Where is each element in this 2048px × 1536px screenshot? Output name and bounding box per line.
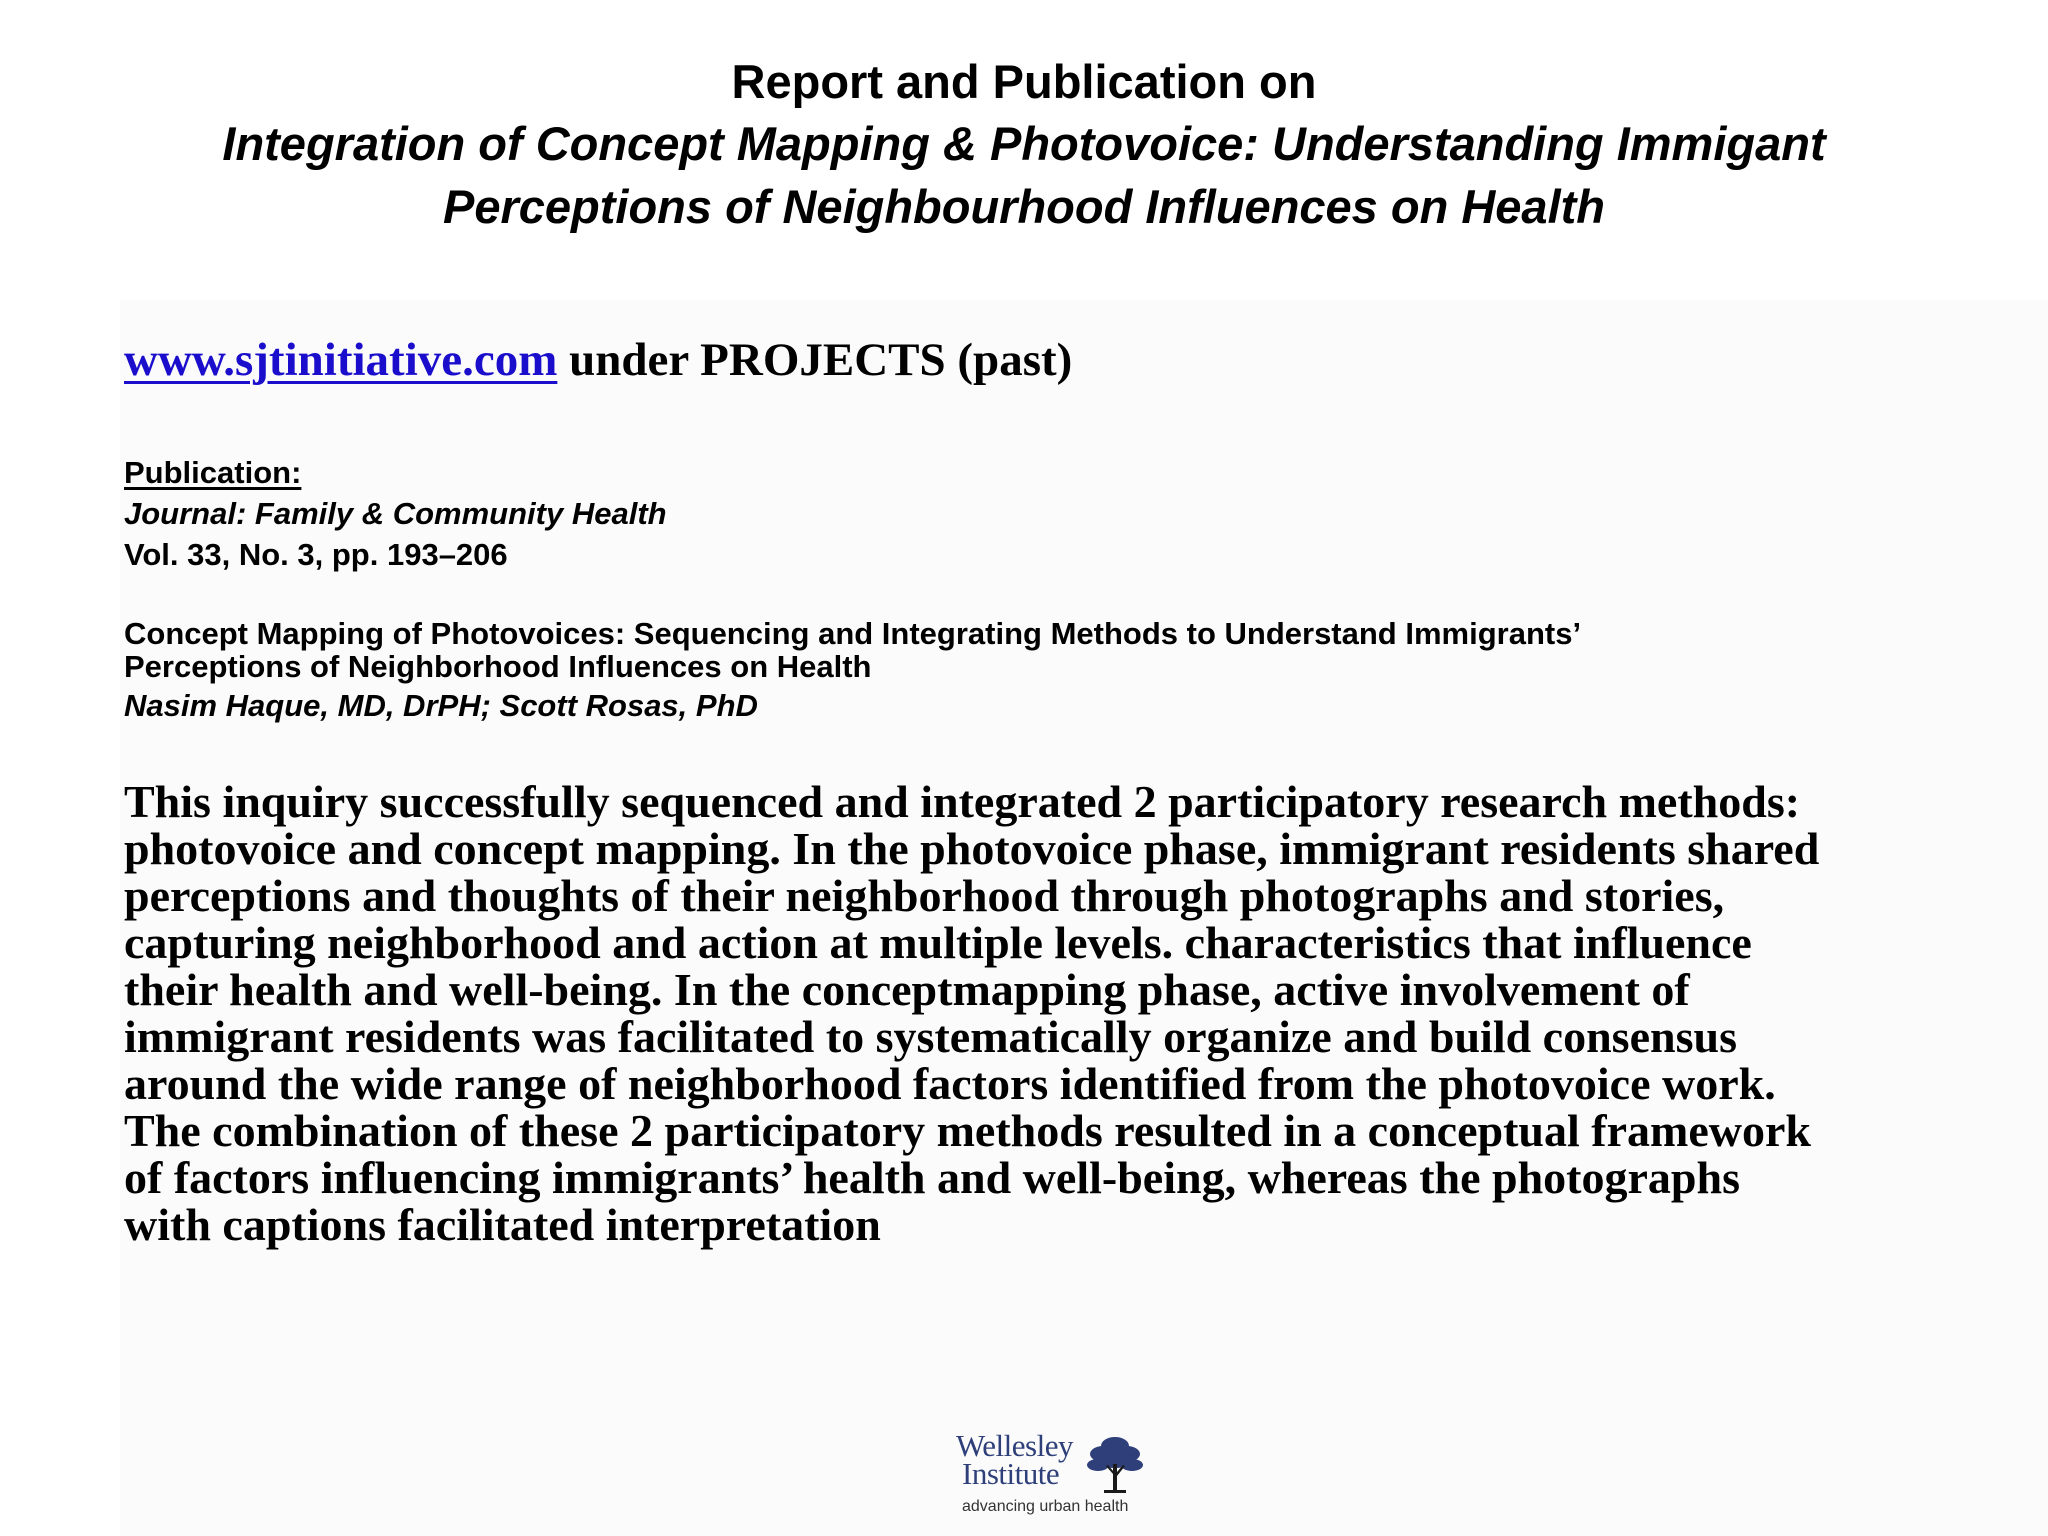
journal-volume: Vol. 33, No. 3, pp. 193–206	[124, 537, 508, 572]
abstract-line: The combination of these 2 participatory methods resulted in a conceptual framework	[124, 1105, 1811, 1156]
abstract-line: their health and well-being. In the conceptmapping phase, active involvement of	[124, 964, 1690, 1015]
title-line-2: Integration of Concept Mapping & Photovoice: Understanding Immigant	[222, 117, 1826, 170]
article-authors: Nasim Haque, MD, DrPH; Scott Rosas, PhD	[124, 688, 758, 723]
logo-wordmark	[956, 1428, 1073, 1491]
abstract-line: photovoice and concept mapping. In the photovoice phase, immigrant residents shared	[124, 823, 1820, 874]
publication-heading: Publication:	[124, 455, 302, 490]
abstract-line: immigrant residents was facilitated to systematically organize and build consensus	[124, 1011, 1737, 1062]
logo-name-line-1: Wellesley	[956, 1428, 1073, 1463]
publication-info	[124, 452, 667, 575]
website-reference	[124, 332, 1072, 388]
article-citation	[124, 617, 1974, 726]
abstract-line: of factors influencing immigrants’ health and well-being, whereas the photographs	[124, 1152, 1740, 1203]
website-suffix: under PROJECTS (past)	[557, 334, 1073, 386]
article-title-line-2: Perceptions of Neighborhood Influences on Health	[124, 649, 872, 684]
abstract-text	[124, 778, 2024, 1248]
title-line-1: Report and Publication on	[731, 55, 1317, 108]
article-title-line-1: Concept Mapping of Photovoices: Sequencing and Integrating Methods to Understand Immigrants’	[124, 616, 1582, 651]
website-link[interactable]: www.sjtinitiative.com	[124, 334, 558, 386]
tree-icon	[1086, 1432, 1144, 1496]
wellesley-institute-logo	[956, 1428, 1156, 1530]
journal-name: Journal: Family & Community Health	[124, 496, 667, 531]
abstract-line: capturing neighborhood and action at multiple levels. characteristics that influence	[124, 917, 1752, 968]
abstract-line: perceptions and thoughts of their neighborhood through photographs and stories,	[124, 870, 1725, 921]
title-line-3: Perceptions of Neighbourhood Influences on Health	[442, 180, 1605, 233]
abstract-line: with captions facilitated interpretation	[124, 1199, 881, 1250]
page-title	[0, 52, 2048, 238]
logo-name-line-2: Institute	[962, 1456, 1060, 1491]
abstract-line: This inquiry successfully sequenced and integrated 2 participatory research methods:	[124, 776, 1801, 827]
logo-tagline: advancing urban health	[962, 1498, 1129, 1515]
abstract-line: around the wide range of neighborhood factors identified from the photovoice work.	[124, 1058, 1776, 1109]
